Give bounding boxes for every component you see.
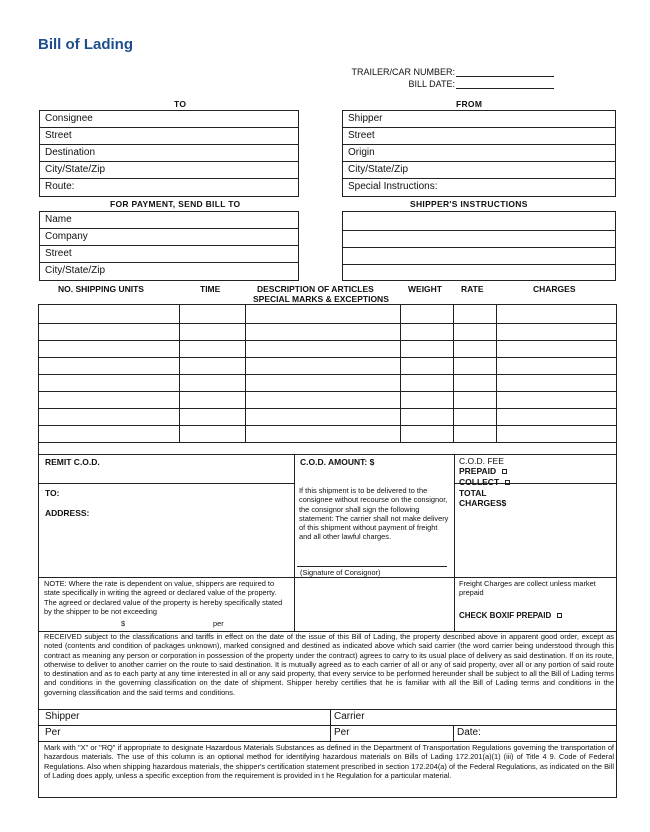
check-box-prepaid[interactable] bbox=[459, 611, 562, 620]
charges-label: CHARGES$ bbox=[459, 498, 507, 508]
destination-field[interactable]: Destination bbox=[40, 145, 298, 162]
consignee-field[interactable]: Consignee bbox=[40, 111, 298, 128]
shipper-signature-label: Shipper bbox=[45, 711, 80, 722]
col-rate: RATE bbox=[461, 284, 484, 294]
shipment-items-table[interactable] bbox=[38, 304, 617, 455]
shipper-instructions-box[interactable] bbox=[342, 211, 616, 281]
cod-collect-option[interactable] bbox=[459, 477, 510, 487]
cod-fee-label: C.O.D. FEE bbox=[459, 456, 504, 466]
shipper-city-field[interactable]: City/State/Zip bbox=[343, 162, 615, 179]
total-charges bbox=[459, 488, 506, 508]
cod-prepaid-option[interactable] bbox=[459, 466, 507, 476]
carrier-signature-label: Carrier bbox=[334, 711, 365, 722]
to-heading: TO bbox=[174, 99, 187, 109]
bill-to-city-field[interactable]: City/State/Zip bbox=[45, 265, 106, 276]
cod-amount-label: C.O.D. AMOUNT: $ bbox=[300, 457, 375, 467]
consignee-box bbox=[39, 110, 299, 197]
consignor-signature-line[interactable] bbox=[297, 566, 447, 567]
collect-checkbox[interactable] bbox=[505, 480, 510, 485]
prepaid-check-icon[interactable] bbox=[557, 613, 562, 618]
origin-field[interactable]: Origin bbox=[343, 145, 615, 162]
route-field[interactable]: Route: bbox=[45, 181, 75, 192]
trailer-number-field[interactable] bbox=[456, 67, 554, 77]
carrier-per-label: Per bbox=[334, 727, 350, 738]
check-box-prepaid-label: CHECK BOXIF PREPAID bbox=[459, 611, 552, 620]
col-weight: WEIGHT bbox=[408, 284, 442, 294]
col-charges: CHARGES bbox=[533, 284, 576, 294]
col-time: TIME bbox=[200, 284, 221, 294]
col-shipping-units: NO. SHIPPING UNITS bbox=[58, 284, 144, 294]
signature-section bbox=[38, 710, 617, 742]
bill-to-box bbox=[39, 211, 299, 281]
special-instructions-field[interactable]: Special Instructions: bbox=[348, 181, 438, 192]
consignee-city-field[interactable]: City/State/Zip bbox=[40, 162, 298, 179]
from-heading: FROM bbox=[456, 99, 483, 109]
bill-date-label: BILL DATE: bbox=[408, 79, 455, 89]
consignor-signature-label: (Signature of Consignor) bbox=[300, 568, 381, 577]
prepaid-checkbox[interactable] bbox=[502, 469, 507, 474]
received-terms: RECEIVED subject to the classifications and tariffs in effect on the date of the issue of this Bill of Lading, the property described above in apparent good order, except as noted (contents and condition of packages unknown), marked consigned and destined as indicated above which said carrier (the word carrier being understood through this contract as meaning any person or corporation in possession of the property under the contract) agrees to carry to its usual place of delivery as said destination. If on its route, otherwise to deliver to another carrier on the route to said destination. It is mutually agreed as to each carrier of all or any of said property, over all or any portion of said route to destination and as to each party at any time interested in all or any said property, that every service to be performed hereunder shall be subject to all the Bill of Lading terms and conditions in the governing classification on the date of shipment. Shipper hereby certifies that he is familiar with all the Bill of Lading terms and conditions in the governing classification and the said terms and conditions. bbox=[44, 632, 614, 697]
note-text: NOTE: Where the rate is dependent on value, shippers are required to state specifically in writing the agreed or declared value of the property. The agreed or declared value of the property is hereby specifically stated by the shipper to be not exceeding bbox=[44, 579, 283, 616]
prepaid-label: PREPAID bbox=[459, 466, 497, 476]
shipper-field[interactable]: Shipper bbox=[343, 111, 615, 128]
bill-to-street-field[interactable]: Street bbox=[40, 246, 298, 263]
consignee-street-field[interactable]: Street bbox=[40, 128, 298, 145]
collect-label: COLLECT bbox=[459, 477, 500, 487]
note-dollar: $ bbox=[121, 619, 126, 628]
shipper-instructions-heading: SHIPPER'S INSTRUCTIONS bbox=[410, 199, 528, 209]
col-description: DESCRIPTION OF ARTICLES bbox=[257, 284, 374, 294]
bill-to-company-field[interactable]: Company bbox=[40, 229, 298, 246]
note-per: per bbox=[213, 619, 224, 628]
freight-charges-note: Freight Charges are collect unless market prepaid bbox=[459, 579, 596, 598]
cod-address-label: ADDRESS: bbox=[45, 508, 90, 518]
date-label: Date: bbox=[457, 727, 481, 738]
shipper-per-label: Per bbox=[45, 727, 61, 738]
payment-heading: FOR PAYMENT, SEND BILL TO bbox=[110, 199, 241, 209]
bill-date-field[interactable] bbox=[456, 79, 554, 89]
shipper-box bbox=[342, 110, 616, 197]
cod-to-label: TO: bbox=[45, 488, 60, 498]
page-title: Bill of Lading bbox=[38, 36, 133, 53]
hazmat-text: Mark with "X" or "RQ" if appropriate to designate Hazardous Materials Substances as defined in the Department of Transportation Regulations governing the transportation of hazardous materials. The use of this column is an optional method for identifying hazardous materials on Bills of Lading 172.201(a)(1) (iii) of Title 4 9. Code of Federal Regulations. Also when shipping hazardous materials, the shipper's certification statement prescribed in section 172.204(a) of the Federal Regulations, as indicated on the Bill of Lading does apply, unless a specific exception from the requirement is provided in t he Regulation for a particular material. bbox=[44, 743, 614, 780]
consignor-statement: If this shipment is to be delivered to the consignee without recourse on the consignor, the consignor shall sign the following statement: The carrier shall not make delivery of this shipment without payment of freight and all other lawful charges. bbox=[299, 486, 449, 542]
shipper-street-field[interactable]: Street bbox=[343, 128, 615, 145]
trailer-number-label: TRAILER/CAR NUMBER: bbox=[351, 67, 455, 77]
total-label: TOTAL bbox=[459, 488, 487, 498]
remit-cod-label: REMIT C.O.D. bbox=[45, 457, 100, 467]
col-special-marks: SPECIAL MARKS & EXCEPTIONS bbox=[253, 294, 389, 304]
bill-to-name-field[interactable]: Name bbox=[40, 212, 298, 229]
